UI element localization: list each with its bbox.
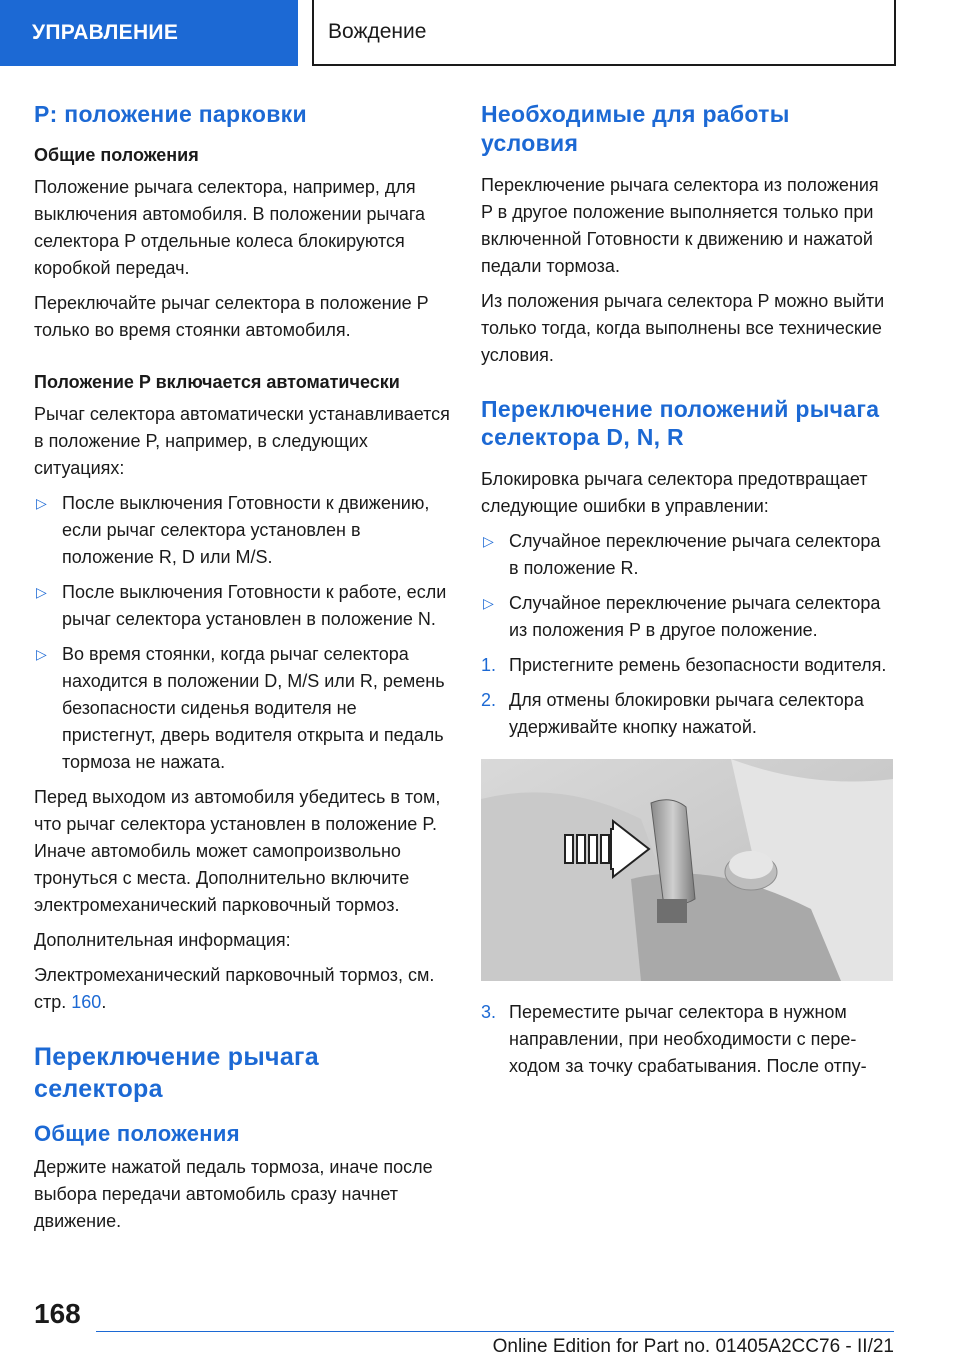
list-item: ▷ Случайное переключение рычага селектора в положение R.: [481, 528, 893, 582]
triangle-bullet-icon: ▷: [483, 595, 494, 611]
chapter-tab: УПРАВЛЕНИЕ: [0, 0, 298, 66]
conditions-title: Необходимые для работы условия: [481, 101, 790, 156]
triangle-bullet-icon: ▷: [483, 533, 494, 549]
dnr-bullet-list: [481, 528, 893, 644]
page-number: 168: [34, 1298, 81, 1329]
right-column: [481, 100, 893, 1088]
list-item: ▷ После выключения Готовности к работе, если рычаг селектора установлен в положение N.: [34, 579, 452, 633]
general-heading: Общие положения: [34, 144, 199, 165]
step-item: 1. Пристегните ремень безопасности водителя.: [481, 655, 887, 675]
steps-list-b: [481, 999, 893, 1080]
switch-dnr-title: Переключение положений рычага селектора D, N, R: [481, 395, 880, 451]
auto-paragraph: Рычаг селектора автоматически устанавливается в положение P, например, в следующих ситуациях:: [34, 404, 450, 479]
steps-list-a: [481, 652, 893, 741]
exit-paragraph: Перед выходом из автомобиля убедитесь в том, что рычаг селектора установлен в положение P. Иначе автомобиль может самопроизвольно тронуться с места. Дополнительно включите электромеханический парковочный тормоз.: [34, 787, 441, 916]
switch-lever-title: Переключение рычага селектора: [34, 1043, 319, 1103]
reference-paragraph: Электромеханический парковочный тормоз, см. стр. 160.: [34, 965, 435, 1013]
list-item: ▷ Случайное переключение рычага селектора из положения P в другое положение.: [481, 590, 893, 644]
park-position-title: P: положение парковки: [34, 101, 307, 127]
section-title: Вождение: [312, 0, 896, 66]
triangle-bullet-icon: ▷: [36, 495, 47, 512]
switch-general-heading: Общие положения: [34, 1120, 240, 1146]
triangle-bullet-icon: ▷: [36, 584, 47, 601]
gear-selector-photo: [481, 759, 893, 981]
switch-paragraph: Держите нажатой педаль тормоза, иначе после выбора передачи автомобиль сразу начнет движение.: [34, 1157, 433, 1232]
list-item: ▷ После выключения Готовности к движению, если рычаг селектора установлен в положение R, D или M/S.: [34, 490, 452, 571]
auto-heading: Положение P включается автоматически: [34, 371, 400, 392]
page-reference-link[interactable]: 160: [71, 992, 102, 1013]
general-paragraph-2: Переключайте рычаг селектора в положение P только во время стоянки автомобиля.: [34, 292, 429, 340]
edition-text: Online Edition for Part no. 01405A2CC76 - II/21: [492, 1336, 894, 1357]
triangle-bullet-icon: ▷: [36, 646, 47, 663]
footer-divider: [96, 1331, 894, 1332]
conditions-paragraph-2: Из положения рычага селектора P можно выйти только тогда, когда выполнены все технические условия.: [481, 290, 885, 365]
more-info-label: Дополнительная информация:: [34, 930, 291, 951]
step-item: 2. Для отмены блокировки рычага селектора удерживайте кнопку нажатой.: [481, 690, 864, 737]
switch-dnr-paragraph: Блокировка рычага селектора предотвращает следующие ошибки в управлении:: [481, 469, 868, 516]
general-paragraph-1: Положение рычага селектора, например, для выключения автомобиля. В положении рычага селектора P отдельные колеса блокируются коробкой передач.: [34, 176, 426, 278]
left-column: [34, 100, 452, 1243]
list-item: ▷ Во время стоянки, когда рычаг селектора находится в положении D, M/S или R, ремень безопасности сиденья водителя не пристегнут, дверь водителя открыта и педаль тормоза не нажата.: [34, 641, 452, 776]
auto-bullet-list: [34, 490, 452, 776]
conditions-paragraph-1: Переключение рычага селектора из положения P в другое положение выполняется только при включенной Готовности к движению и нажатой педали тормоза.: [481, 174, 879, 276]
step-item: 3. Переместите рычаг селектора в нужном направлении, при необходимости с переходом за точку срабатывания. После отпу-: [481, 1002, 867, 1076]
